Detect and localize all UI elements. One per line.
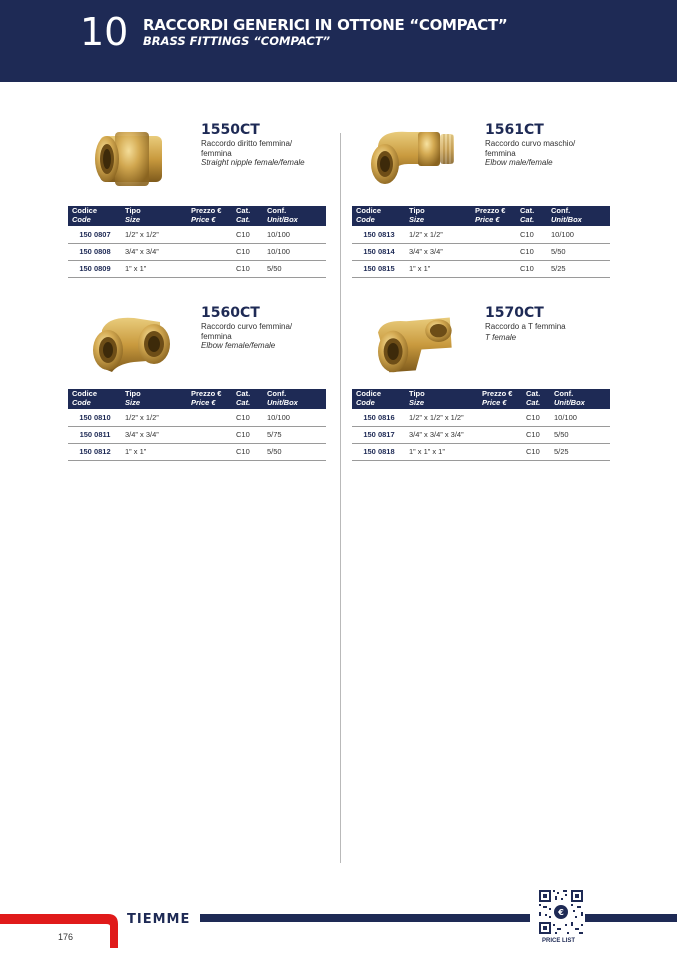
section-title-it: RACCORDI GENERICI IN OTTONE “COMPACT” bbox=[143, 16, 508, 34]
col-code: Codice Code bbox=[68, 206, 121, 226]
section-title-en: BRASS FITTINGS “COMPACT” bbox=[143, 34, 331, 48]
table-row: 150 0816 1/2” x 1/2” x 1/2” C10 10/100 bbox=[352, 409, 610, 426]
table-row: 150 0810 1/2” x 1/2” C10 10/100 bbox=[68, 409, 326, 426]
product-desc-it: Raccordo diritto femmina/ femmina bbox=[201, 139, 293, 158]
product-code: 1561CT bbox=[485, 122, 544, 138]
table-row: 150 0818 1” x 1” x 1” C10 5/25 bbox=[352, 443, 610, 460]
t-female-image bbox=[362, 308, 462, 376]
product-desc-en: Straight nipple female/female bbox=[201, 158, 305, 167]
col-size: Tipo Size bbox=[121, 206, 187, 226]
page-number: 176 bbox=[58, 932, 74, 942]
footer-pipe-bend-icon bbox=[92, 914, 126, 948]
chapter-number: 10 bbox=[80, 10, 129, 54]
product-desc-it: Raccordo curvo maschio/ femmina bbox=[485, 139, 576, 158]
table-row: 150 0809 1” x 1” C10 5/50 bbox=[68, 260, 326, 277]
brand-logo: TIEMME bbox=[127, 912, 191, 927]
product-code: 1560CT bbox=[201, 305, 260, 321]
elbow-male-female-image bbox=[360, 124, 460, 192]
product-table: Codice Code Tipo Size Prezzo € Price € Cat. Cat. Conf. Unit/Box 150 0813 1/2” x 1/2” C10 10/100 150 0814 3/4” x 3/4” C10 5/50 150 0815 1” x 1” C10 5/25 bbox=[352, 206, 610, 278]
product-table bbox=[68, 206, 326, 278]
table-row: 150 0807 1/2” x 1/2” C10 10/100 bbox=[68, 226, 326, 243]
product-desc-en: T female bbox=[485, 333, 517, 342]
product-desc-en: Elbow female/female bbox=[201, 341, 276, 350]
product-desc-en: Elbow male/female bbox=[485, 158, 553, 167]
product-table: Codice Code Tipo Size Prezzo € Price € Cat. Cat. Conf. Unit/Box 150 0810 1/2” x 1/2” C10 10/100 150 0811 3/4” x 3/4” C10 5/75 150 0812 1” x 1” C10 5/50 bbox=[68, 389, 326, 461]
table-row: 150 0813 1/2” x 1/2” C10 10/100 bbox=[352, 226, 610, 243]
product-code: 1570CT bbox=[485, 305, 544, 321]
product-table: Codice Code Tipo Size Prezzo € Price € Cat. Cat. Conf. Unit/Box 150 0816 1/2” x 1/2” x 1/2” C10 10/100 150 0817 3/4” x 3/4” x 3/4” C10 5/50 150 0818 1” x 1” x 1” C10 5/25 bbox=[352, 389, 610, 461]
qr-code-icon[interactable] bbox=[537, 888, 585, 936]
footer-navy-line bbox=[584, 914, 677, 922]
page-header bbox=[0, 0, 677, 82]
svg-text:€: € bbox=[558, 908, 564, 917]
product-desc-it: Raccordo curvo femmina/ femmina bbox=[201, 322, 293, 341]
table-row: 150 0817 3/4” x 3/4” x 3/4” C10 5/50 bbox=[352, 426, 610, 443]
table-row: 150 0815 1” x 1” C10 5/25 bbox=[352, 260, 610, 277]
price-list-label: PRICE LIST bbox=[542, 938, 576, 944]
straight-nipple-image bbox=[85, 126, 185, 194]
column-divider bbox=[340, 133, 341, 863]
elbow-female-female-image bbox=[82, 310, 182, 378]
table-row: 150 0812 1” x 1” C10 5/50 bbox=[68, 443, 326, 460]
table-row: 150 0808 3/4” x 3/4” C10 10/100 bbox=[68, 243, 326, 260]
product-code: 1550CT bbox=[201, 122, 260, 138]
col-price: Prezzo € Price € bbox=[187, 206, 232, 226]
table-row: 150 0811 3/4” x 3/4” C10 5/75 bbox=[68, 426, 326, 443]
product-desc-it: Raccordo a T femmina bbox=[485, 322, 566, 331]
footer-navy-line bbox=[200, 914, 530, 922]
col-conf: Conf. Unit/Box bbox=[263, 206, 326, 226]
table-row: 150 0814 3/4” x 3/4” C10 5/50 bbox=[352, 243, 610, 260]
col-cat: Cat. Cat. bbox=[232, 206, 263, 226]
